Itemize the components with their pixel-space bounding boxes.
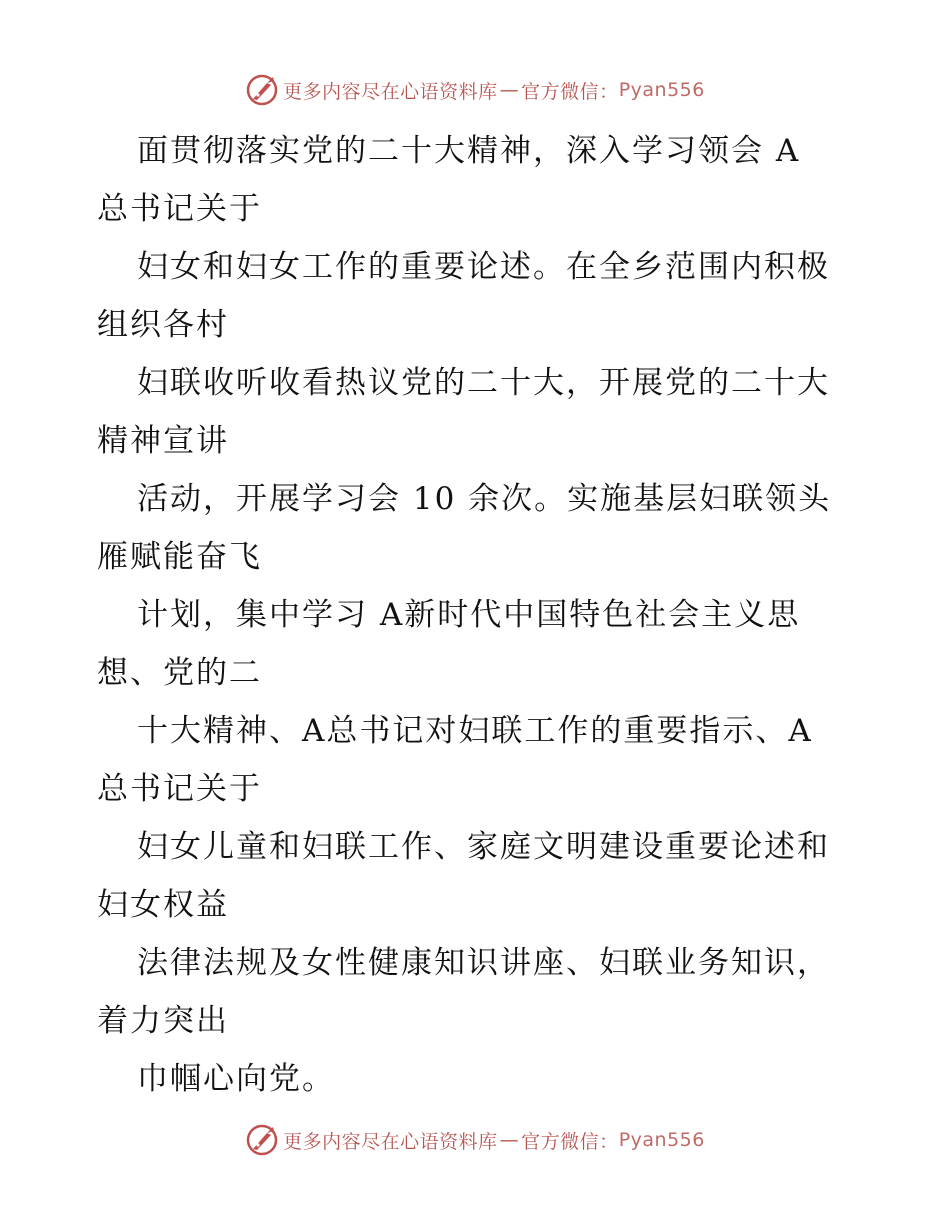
document-body — [97, 122, 867, 1108]
body-line: 法律法规及女性健康知识讲座、妇联业务知识， — [137, 945, 830, 981]
body-line: 组织各村 — [97, 307, 229, 343]
body-line: 总书记关于 — [97, 191, 262, 227]
watermark-site-text: 更多内容尽在心语资料库 — [283, 80, 498, 103]
body-line: 总书记关于 — [97, 771, 262, 807]
watermark-wechat-id: Pyan556 — [618, 1129, 705, 1151]
quill-pen-circle-icon — [245, 73, 279, 107]
body-line: 想、党的二 — [97, 655, 262, 691]
watermark-dash: — — [499, 1129, 520, 1151]
header-watermark — [0, 70, 950, 110]
quill-pen-circle-icon — [245, 1123, 279, 1157]
body-line: 计划，集中学习 A新时代中国特色社会主义思 — [137, 597, 801, 633]
body-line: 巾帼心向党。 — [137, 1061, 335, 1097]
watermark-wechat-label: 官方微信： — [521, 1130, 619, 1153]
body-line: 妇女和妇女工作的重要论述。在全乡范围内积极 — [137, 249, 830, 285]
watermark-wechat-label: 官方微信： — [521, 80, 619, 103]
body-line: 精神宣讲 — [97, 423, 229, 459]
body-line: 着力突出 — [97, 1003, 229, 1039]
body-line: 雁赋能奋飞 — [97, 539, 262, 575]
body-line: 十大精神、A总书记对妇联工作的重要指示、A — [137, 713, 813, 749]
watermark-wechat-id: Pyan556 — [618, 79, 705, 101]
body-line: 妇女权益 — [97, 887, 229, 923]
body-line: 活动，开展学习会 10 余次。实施基层妇联领头 — [137, 481, 832, 517]
watermark-dash: — — [499, 79, 520, 101]
watermark-site-text: 更多内容尽在心语资料库 — [283, 1130, 498, 1153]
body-line: 妇女儿童和妇联工作、家庭文明建设重要论述和 — [137, 829, 830, 865]
body-line: 妇联收听收看热议党的二十大，开展党的二十大 — [137, 365, 830, 401]
body-line: 面贯彻落实党的二十大精神，深入学习领会 A — [137, 133, 801, 169]
footer-watermark — [0, 1120, 950, 1160]
